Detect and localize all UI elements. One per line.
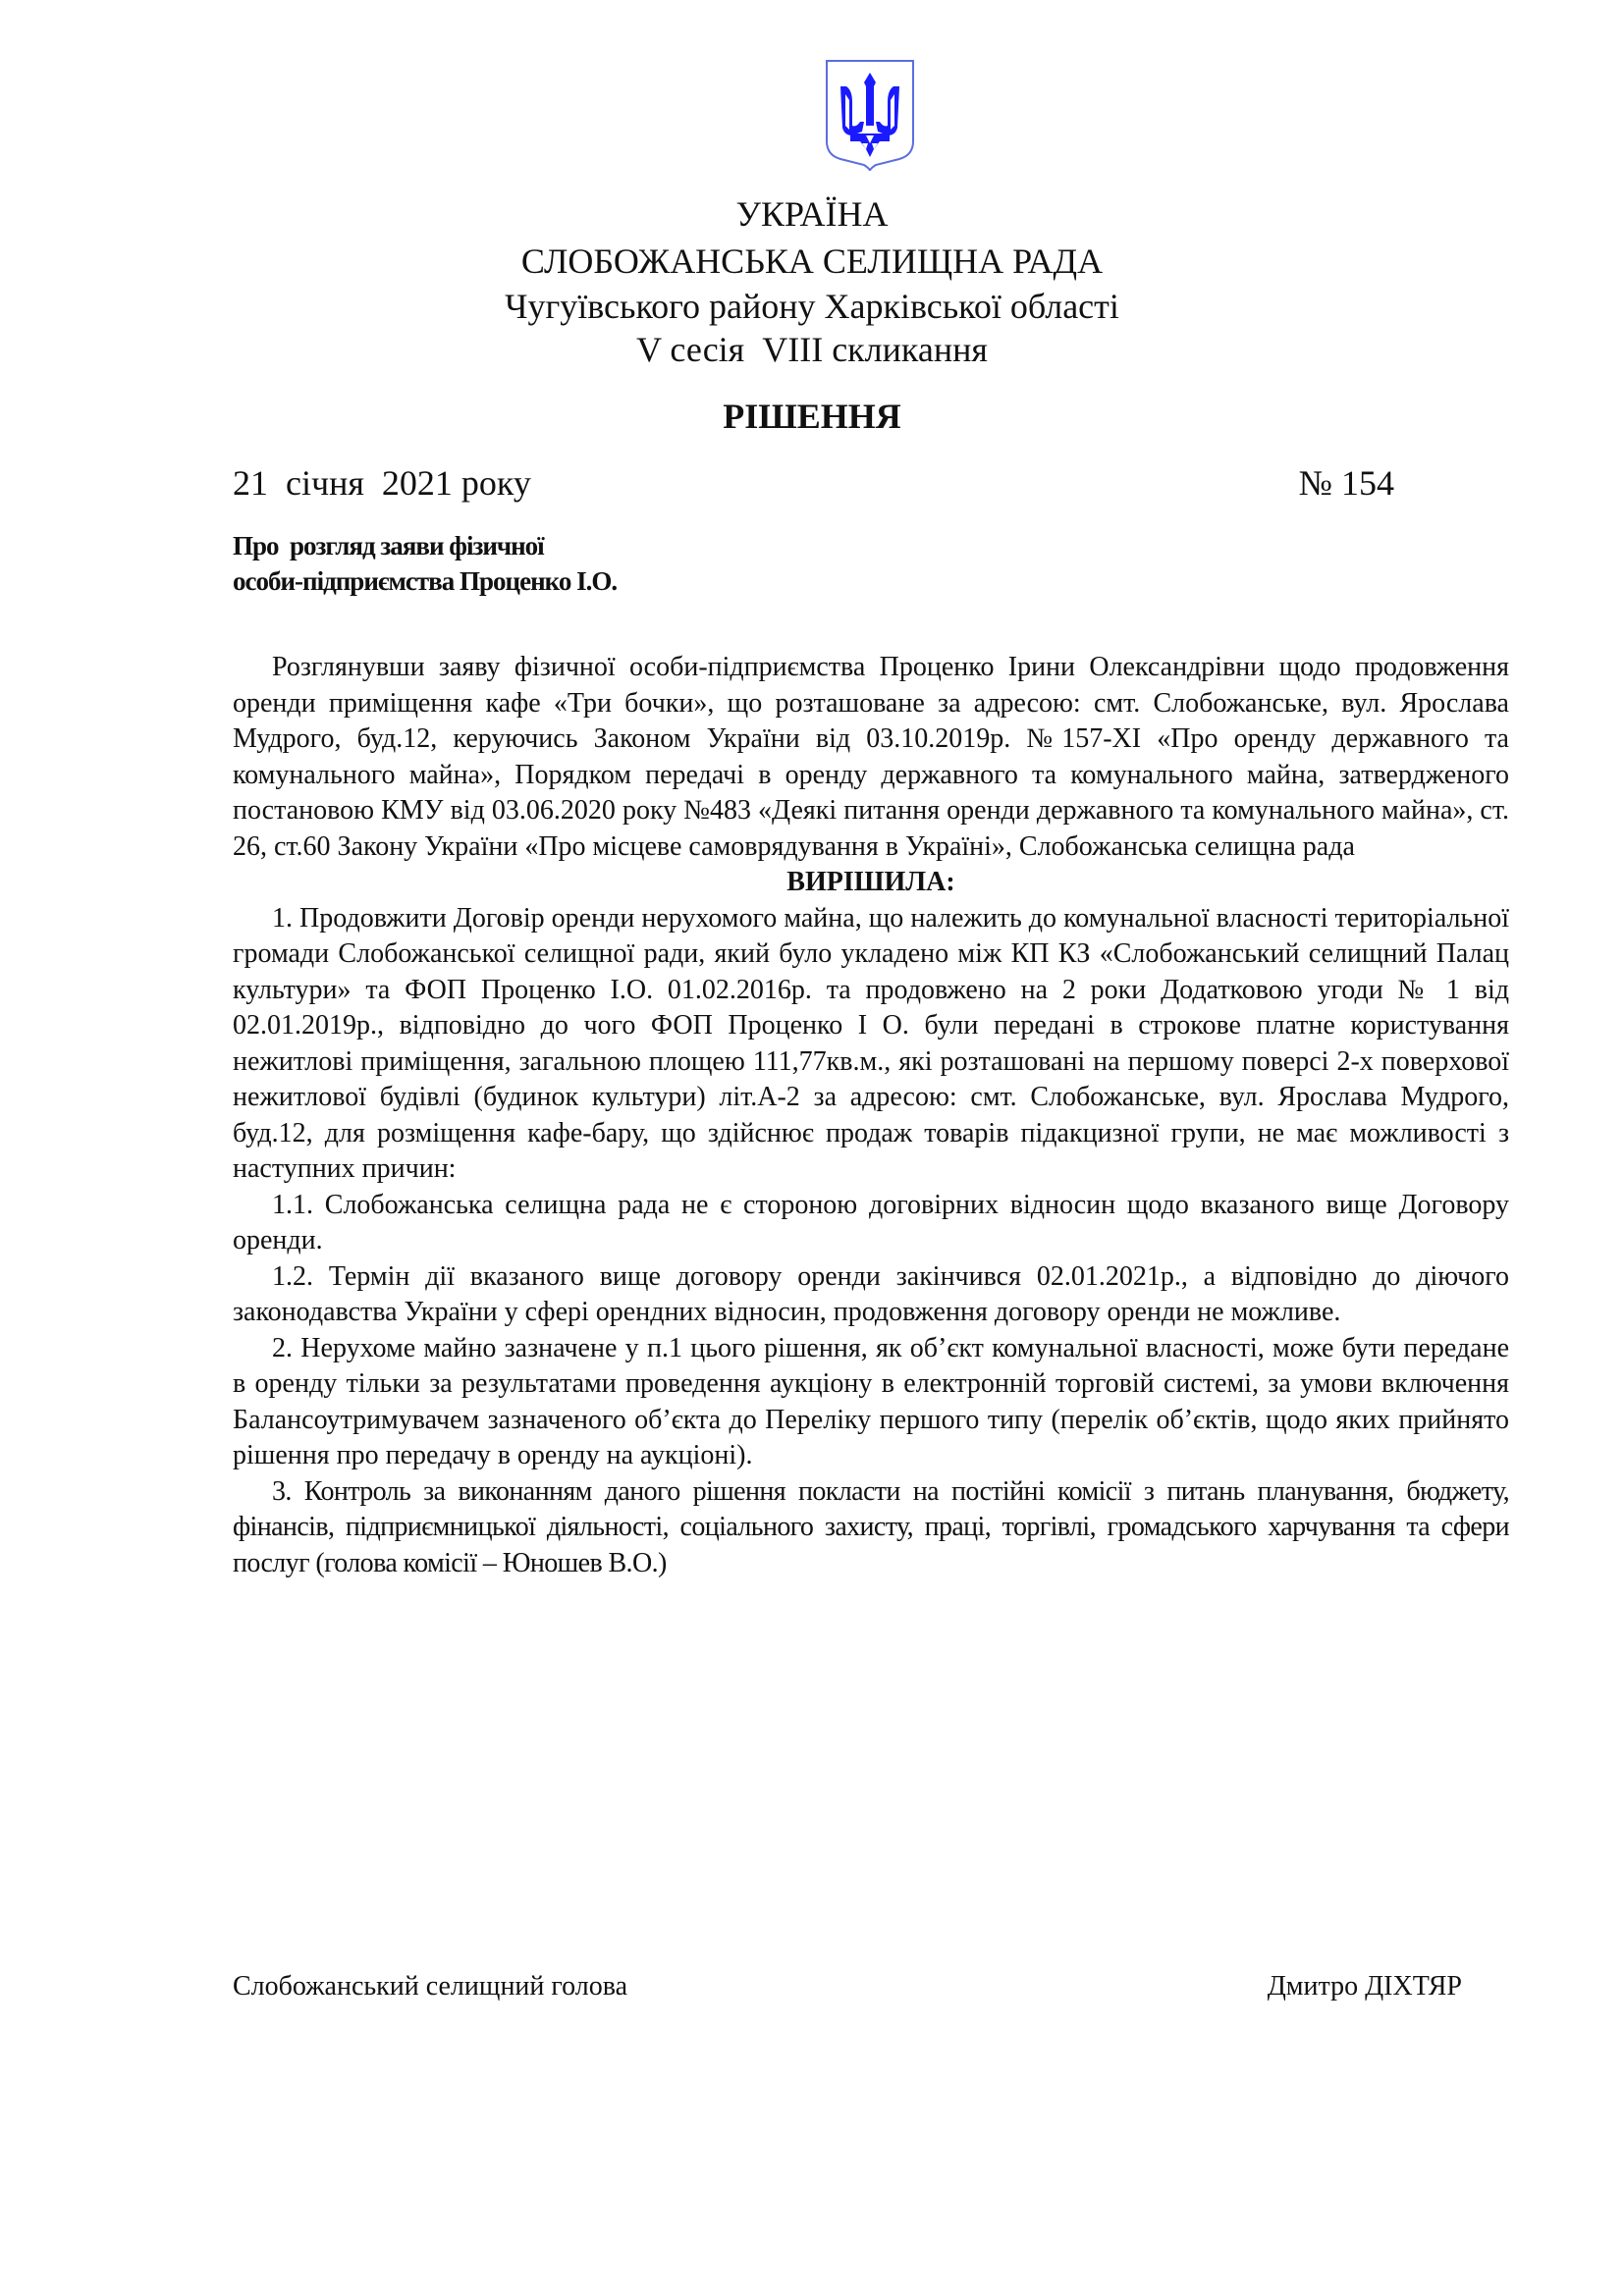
preamble-paragraph: Розглянувши заяву фізичної особи-підприємства Проценко Ірини Олександрівни щодо продовження оренди приміщення кафе «Три бочки», що розташоване за адресою: смт. Слобожанське, вул. Ярослава Мудрого, буд.12, керуючись Законом України від 03.10.2019р. №157-ХІ «Про оренду державного та комунального майна», Порядком передачі в оренду державного та комунального майна, затвердженого постановою КМУ від 03.06.2020 року №483 «Деякі питання оренди державного та комунального майна», ст. 26, ст.60 Закону України «Про місцеве самоврядування в Україні», Слобожанська селищна рада [233,652,1509,862]
date-month: січня [286,463,364,503]
header-session: V сесія VIII скликання [636,330,988,369]
signatory-position: Слобожанський селищний голова [233,1971,628,2002]
item-2: 2. Нерухоме майно зазначене у п.1 цього рішення, як об’єкт комунальної власності, може бути передане в оренду тільки за результатами проведення аукціону в електронній торговій системі, за умови включення Балансоутримувачем зазначеного об’єкта до Переліку першого типу (перелік об’єктів, щодо яких прийнято рішення про передачу в оренду на аукціоні). [233,1332,1509,1470]
subject-line-2: особи-підприємства Проценко І.О. [233,566,618,596]
decision-body [233,650,1509,1581]
header-country: УКРАЇНА [735,194,889,234]
date-day: 21 [233,463,268,503]
header-council: СЛОБОЖАНСЬКА СЕЛИЩНА РАДА [520,241,1104,281]
item-1-2: 1.2. Термін дії вказаного вище договору оренди закінчився 02.01.2021р., а відповідно до діючого законодавства України у сфері орендних відносин, продовження договору оренди не можливе. [233,1260,1509,1327]
header-district: Чугуївського району Харківської області [505,287,1119,326]
item-3: 3. Контроль за виконанням даного рішення покласти на постійні комісії з питань планування, бюджету, фінансів, підприємницької діяльності, соціального захисту, праці, торгівлі, громадського харчування та сфери послуг (голова комісії – Юношев В.О.) [233,1475,1509,1578]
date-line [233,463,1394,503]
decision-subject [233,528,617,599]
decision-date [233,463,531,503]
date-year: 2021 року [381,463,531,503]
signatory-name: Дмитро ДІХТЯР [1267,1971,1462,2002]
signature-block [233,1969,1462,2004]
decided-heading: ВИРІШИЛА: [786,867,955,897]
subject-line-1: Про розгляд заяви фізичної [233,531,544,561]
decision-number: № 154 [1298,463,1394,503]
document-title: РІШЕННЯ [723,397,901,436]
item-1: 1. Продовжити Договір оренди нерухомого майна, що належить до комунальної власності територіальної громади Слобожанської селищної ради, який було укладено між КП КЗ «Слобожанський селищний Палац культури» та ФОП Проценко І.О. 01.02.2016р. та продовжено на 2 роки Додатковою угоди № 1 від 02.01.2019р., відповідно до чого ФОП Проценко І О. були передані в строкове платне користування нежитлові приміщення, загальною площею 111,77кв.м., які розташовані на першому поверсі 2-х поверхової нежитлової будівлі (будинок культури) літ.А-2 за адресою: смт. Слобожанське, вул. Ярослава Мудрого, буд.12, для розміщення кафе-бару, що здійснює продаж товарів підакцизної групи, не має можливості з наступних причин: [233,902,1509,1184]
trident-coat-of-arms-icon [823,57,917,173]
item-1-1: 1.1. Слобожанська селищна рада не є стороною договірних відносин щодо вказаного вище Договору оренди. [233,1189,1509,1255]
